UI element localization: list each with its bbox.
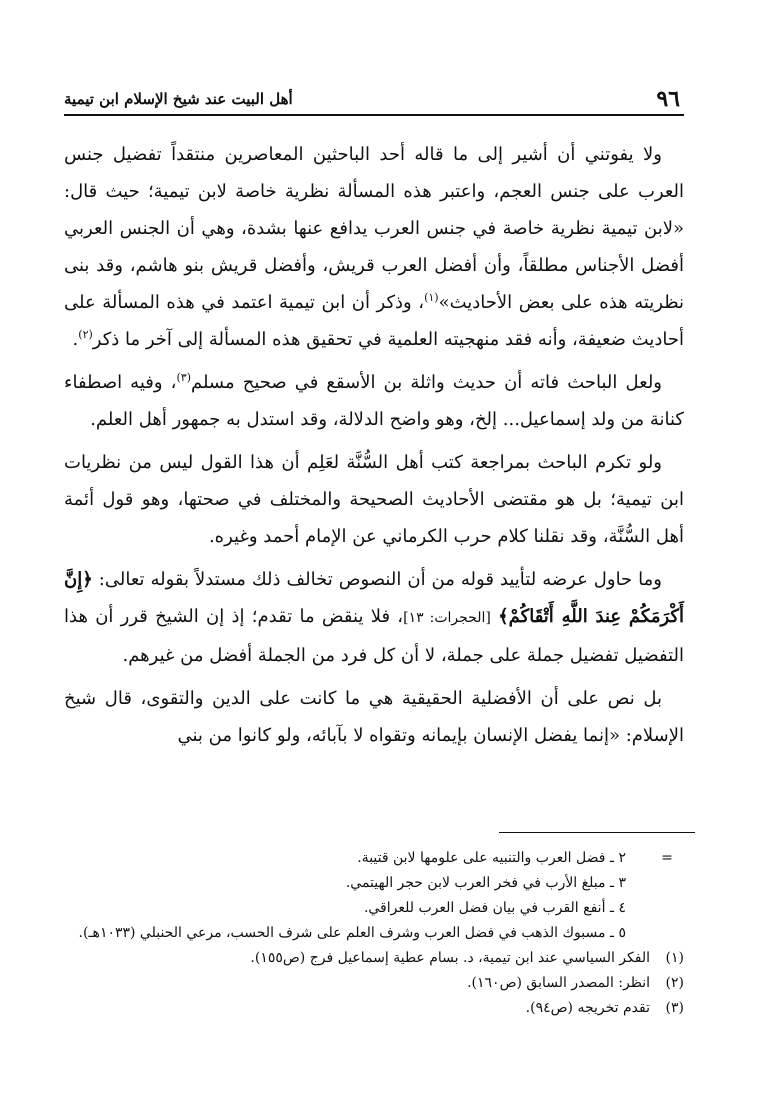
paragraph-2-text-a: ولعل الباحث فاته أن حديث واثلة بن الأسقع في صحيح مسلم — [190, 372, 662, 393]
quran-verse: ﴿إِنَّ أَكْرَمَكُمْ عِندَ اللَّهِ أَتْقَاكُمْ﴾ — [64, 569, 684, 627]
running-title: أهل البيت عند شيخ الإسلام ابن تيمية — [64, 90, 293, 108]
paragraph-4-text-b: ، فلا ينقض ما تقدم؛ إذ إن الشيخ قرر أن هذا التفضيل تفضيل جملة على جملة، لا أن كل فرد من الجملة أفضل من غيرهم. — [64, 606, 684, 666]
continuation-item-4: ٥ ـ مسبوك الذهب في فضل العرب وشرف العلم على شرف الحسب، مرعي الحنبلي (١٠٣٣هـ). — [78, 925, 626, 941]
footnote-3-text: تقدم تخريجه (ص٩٤). — [525, 1000, 650, 1016]
paragraph-1-text-b: ، وذكر أن ابن تيمية اعتمد في هذه المسألة على أحاديث ضعيفة، وأنه فقد منهجيته العلمية في تحقيق هذه المسألة إلى آخر ما ذكر — [64, 292, 684, 350]
paragraph-4-text-a: وما حاول عرضه لتأييد قوله من أن النصوص تخالف ذلك مستدلاً بقوله تعالى: — [98, 569, 662, 590]
quran-reference: [الحجرات: ١٣] — [403, 610, 491, 626]
footnote-ref-3: (٣) — [176, 371, 191, 384]
footnote-3-number: (٣) — [665, 1000, 684, 1016]
footnote-1 — [64, 946, 684, 971]
continuation-item-1: ٢ ـ فضل العرب والتنبيه على علومها لابن قتيبة. — [357, 850, 626, 866]
footnote-2-text: انظر: المصدر السابق (ص١٦٠). — [467, 975, 650, 991]
footnotes — [64, 846, 684, 1021]
footnote-ref-2: (٢) — [78, 328, 93, 341]
footnote-2-number: (٢) — [665, 975, 684, 991]
footnote-1-number: (١) — [665, 950, 684, 966]
page-header — [64, 84, 684, 116]
footnote-3 — [64, 996, 684, 1021]
main-text — [64, 136, 684, 760]
paragraph-3: ولو تكرم الباحث بمراجعة كتب أهل السُّنَّة لعَلِم أن هذا القول ليس من نظريات ابن تيمية؛ بل هو مقتضى الأحاديث الصحيحة والمختلف في صحتها، وهو قول أئمة أهل السُّنَّة، وقد نقلنا كلام حرب الكرماني عن الإمام أحمد وغيره. — [64, 452, 684, 547]
paragraph-2 — [64, 364, 684, 438]
paragraph-1-text-c: . — [72, 329, 79, 350]
footnote-ref-1: (١) — [424, 291, 439, 304]
footnote-2 — [64, 971, 684, 996]
continuation-marker: = — [661, 850, 673, 866]
paragraph-5: بل نص على أن الأفضلية الحقيقية هي ما كانت على الدين والتقوى، قال شيخ الإسلام: «إنما يفضل الإنسان بإيمانه وتقواه لا بآبائه، ولو كانوا من بني — [64, 688, 684, 746]
footnote-continuation-line-4 — [64, 921, 684, 946]
continuation-item-2: ٣ ـ مبلغ الأرب في فخر العرب لابن حجر الهيتمي. — [345, 875, 626, 891]
paragraph-2-text-b: ، وفيه اصطفاء كنانة من ولد إسماعيل... إلخ، وهو واضح الدلالة، وقد استدل به جمهور أهل العلم. — [64, 372, 684, 430]
footnote-continuation-line-1 — [64, 846, 684, 871]
continuation-item-3: ٤ ـ أنفع القرب في بيان فضل العرب للعراقي. — [363, 900, 626, 916]
footnote-continuation-line-2 — [64, 871, 684, 896]
footnote-continuation-line-3 — [64, 896, 684, 921]
paragraph-4 — [64, 561, 684, 674]
paragraph-1 — [64, 136, 684, 358]
page-number: ٩٦ — [656, 86, 680, 112]
footnote-separator — [499, 832, 695, 833]
footnote-1-text: الفكر السياسي عند ابن تيمية، د. بسام عطية إسماعيل فرج (ص١٥٥). — [250, 950, 650, 966]
paragraph-1-text-a: ولا يفوتني أن أشير إلى ما قاله أحد الباحثين المعاصرين منتقداً تفضيل جنس العرب على جنس العجم، واعتبر هذه المسألة نظرية خاصة لابن تيمية؛ حيث قال: «لابن تيمية نظرية خاصة في جنس العرب يدافع عنها بشدة، وهي أن الجنس العربي أفضل الأجناس مطلقاً، وأن أفضل العرب قريش، وأفضل قريش بنو هاشم، وقد بنى نظريته هذه على بعض الأحاديث» — [64, 144, 684, 313]
